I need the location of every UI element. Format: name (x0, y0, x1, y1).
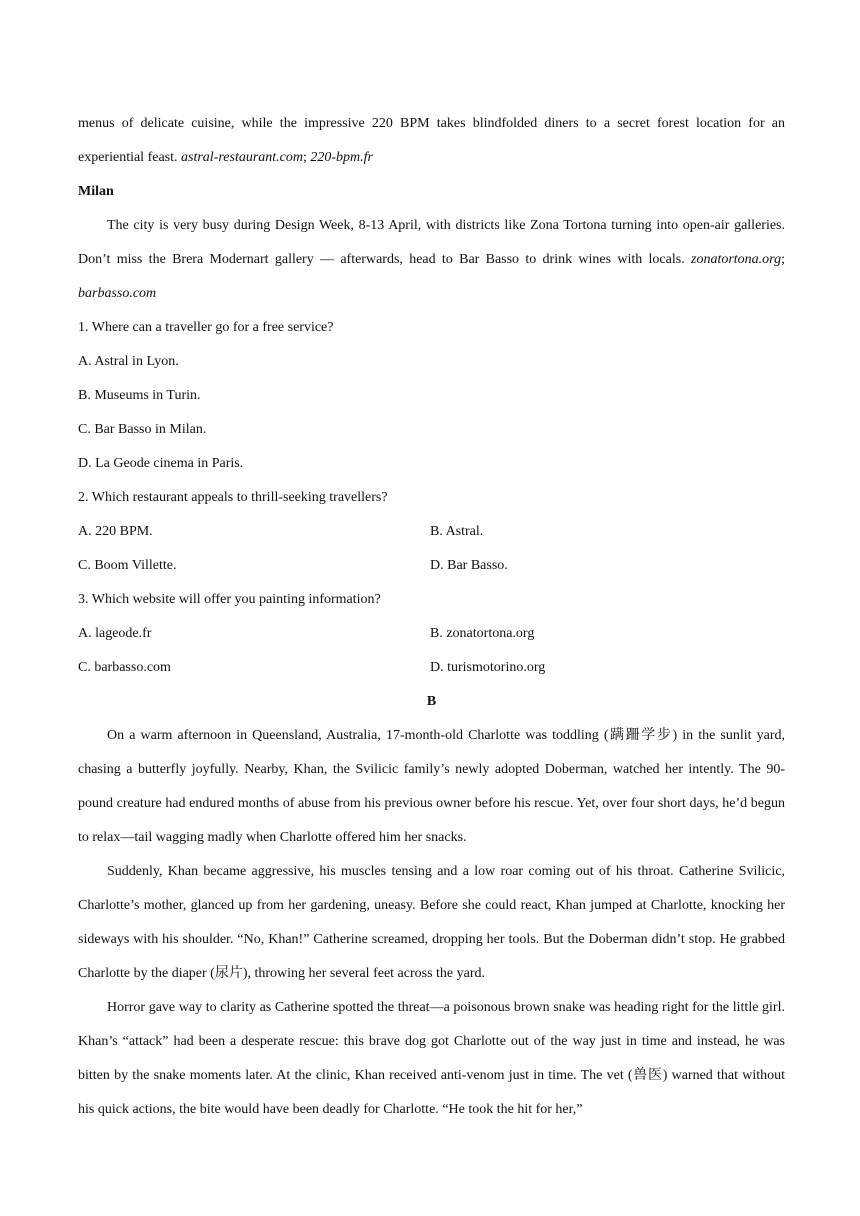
question-2-stem: 2. Which restaurant appeals to thrill-seeking travellers? (78, 490, 388, 505)
question-2-options-row-1 (78, 515, 785, 549)
question-2-options-row-2 (78, 549, 785, 583)
milan-link-zonatortona[interactable]: zonatortona.org (691, 252, 782, 267)
question-1-option-a: A. Astral in Lyon. (78, 354, 179, 369)
question-1-option-d: D. La Geode cinema in Paris. (78, 456, 244, 471)
question-2-option-d: D. Bar Basso. (430, 558, 508, 573)
intro-link-220bpm[interactable]: 220-bpm.fr (310, 150, 374, 165)
document-page (78, 107, 785, 1127)
question-2-option-c: C. Boom Villette. (78, 558, 177, 573)
question-2-option-b: B. Astral. (430, 524, 484, 539)
section-b-paragraph-3: Horror gave way to clarity as Catherine spotted the threat—a poisonous brown snake was heading right for the little girl. Khan’s “attack” had been a desperate rescue: this brave dog got Charlotte out of the way just in time and instead, he was bitten by the snake moments later. At the clinic, Khan received anti-venom just in time. The vet (兽医) warned that without his quick actions, the bite would have been deadly for Charlotte. “He took the hit for her,” (78, 1000, 785, 1117)
milan-heading: Milan (78, 184, 114, 199)
milan-paragraph (78, 209, 785, 311)
question-1-option-b: B. Museums in Turin. (78, 388, 201, 403)
question-1-stem: 1. Where can a traveller go for a free service? (78, 320, 334, 335)
question-2-option-a: A. 220 BPM. (78, 524, 153, 539)
question-3-option-d: D. turismotorino.org (430, 660, 546, 675)
question-3-options-row-1 (78, 617, 785, 651)
section-b-heading: B (426, 694, 437, 709)
question-3-option-a: A. lageode.fr (78, 626, 152, 641)
question-3-stem: 3. Which website will offer you painting information? (78, 592, 381, 607)
intro-text: menus of delicate cuisine, while the impressive 220 BPM takes blindfolded diners to a secret forest location for an experiential feast. (78, 116, 785, 165)
milan-text: The city is very busy during Design Week, 8-13 April, with districts like Zona Tortona turning into open-air galleries. Don’t miss the Brera Modernart gallery — afterwards, head to Bar Basso to drink wines with locals. (78, 218, 785, 267)
section-b-paragraph-2: Suddenly, Khan became aggressive, his muscles tensing and a low roar coming out of his throat. Catherine Svilicic, Charlotte’s mother, glanced up from her gardening, uneasy. Before she could react, Khan jumped at Charlotte, knocking her sideways with his shoulder. “No, Khan!” Catherine screamed, dropping her tools. But the Doberman didn’t stop. He grabbed Charlotte by the diaper (尿片), throwing her several feet across the yard. (78, 864, 785, 981)
intro-separator: ; (303, 150, 311, 165)
intro-link-astral[interactable]: astral-restaurant.com (181, 150, 303, 165)
intro-paragraph (78, 107, 785, 175)
question-3-options-row-2 (78, 651, 785, 685)
question-3-option-c: C. barbasso.com (78, 660, 171, 675)
question-3-option-b: B. zonatortona.org (430, 626, 535, 641)
section-b-paragraph-1: On a warm afternoon in Queensland, Australia, 17-month-old Charlotte was toddling (蹒跚学步) in the sunlit yard, chasing a butterfly joyfully. Nearby, Khan, the Svilicic family’s newly adopted Doberman, watched her intently. The 90-pound creature had endured months of abuse from his previous owner before his rescue. Yet, over four short days, he’d begun to relax—tail wagging madly when Charlotte offered him her snacks. (78, 728, 785, 845)
milan-separator: ; (781, 252, 785, 267)
milan-link-barbasso[interactable]: barbasso.com (78, 286, 157, 301)
question-1-option-c: C. Bar Basso in Milan. (78, 422, 207, 437)
